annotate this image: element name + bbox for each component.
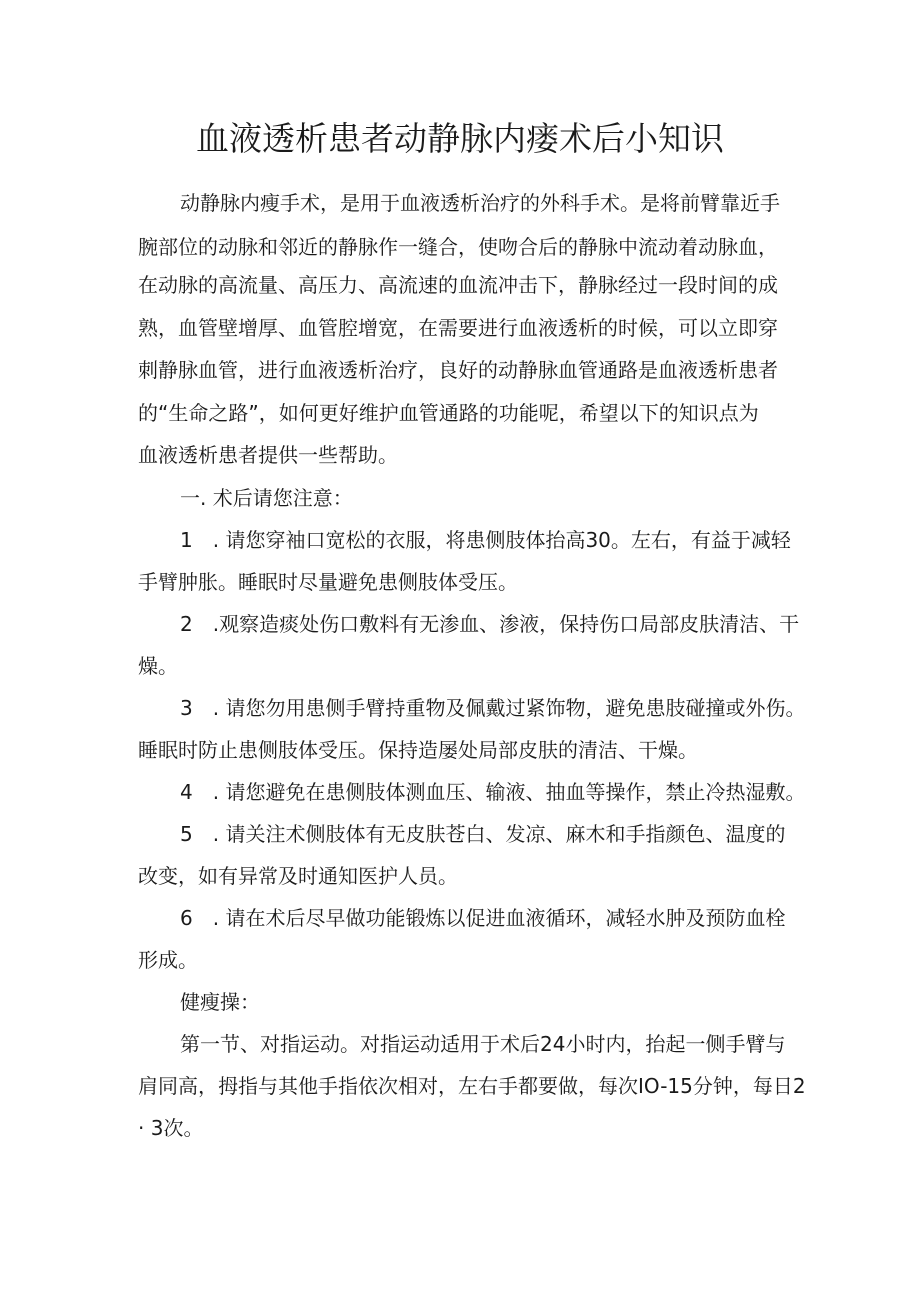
section1-heading: 一. 术后请您注意：	[180, 486, 353, 510]
item3-line-1: 3 . 请您勿用患侧手臂持重物及佩戴过紧饰物，避免患肢碰撞或外伤。	[180, 696, 806, 720]
item6-line-2: 形成。	[138, 948, 198, 972]
section2-heading: 健瘦操：	[180, 990, 260, 1014]
item3-line-2: 睡眠时防止患侧肢体受压。保持造屡处局部皮肤的清洁、干燥。	[138, 738, 698, 762]
exercise1-line-3: · 3次。	[138, 1116, 204, 1140]
exercise1-line-1: 第一节、对指运动。对指运动适用于术后24小时内，抬起一侧手臂与	[180, 1032, 786, 1056]
intro-line-3: 在动脉的高流量、高压力、高流速的血流冲击下，静脉经过一段时间的成	[138, 273, 778, 297]
intro-line-5: 刺静脉血管，进行血液透析治疗，良好的动静脉血管通路是血液透析患者	[138, 358, 778, 382]
item1-line-1: 1 . 请您穿袖口宽松的衣服，将患侧肢体抬高30。左右，有益于减轻	[180, 528, 791, 552]
intro-line-7: 血液透析患者提供一些帮助。	[138, 443, 398, 467]
item2-line-1: 2 .观察造痰处伤口敷料有无渗血、渗液，保持伤口局部皮肤清洁、干	[180, 612, 800, 636]
intro-line-1: 动静脉内瘦手术，是用于血液透析治疗的外科手术。是将前臂靠近手	[180, 191, 780, 215]
intro-line-2: 腕部位的动脉和邻近的静脉作一缝合，使吻合后的静脉中流动着动脉血，	[138, 235, 778, 259]
item6-line-1: 6 . 请在术后尽早做功能锻炼以促进血液循环，减轻水肿及预防血栓	[180, 906, 786, 930]
item5-line-2: 改变，如有异常及时通知医护人员。	[138, 864, 458, 888]
intro-line-6: 的“生命之路”，如何更好维护血管通路的功能呢，希望以下的知识点为	[138, 401, 759, 425]
intro-line-4: 熟，血管壁增厚、血管腔增宽，在需要进行血液透析的时候，可以立即穿	[138, 316, 778, 340]
document-title: 血液透析患者动静脉内瘘术后小知识	[196, 119, 724, 158]
item2-line-2: 燥。	[138, 654, 178, 678]
item1-line-2: 手臂肿胀。睡眠时尽量避免患侧肢体受压。	[138, 570, 518, 594]
item4-line-1: 4 . 请您避免在患侧肢体测血压、输液、抽血等操作，禁止冷热湿敷。	[180, 780, 806, 804]
exercise1-line-2: 肩同高，拇指与其他手指依次相对，左右手都要做，每次IO-15分钟，每日2	[138, 1074, 806, 1098]
item5-line-1: 5 . 请关注术侧肢体有无皮肤苍白、发凉、麻木和手指颜色、温度的	[180, 822, 786, 846]
